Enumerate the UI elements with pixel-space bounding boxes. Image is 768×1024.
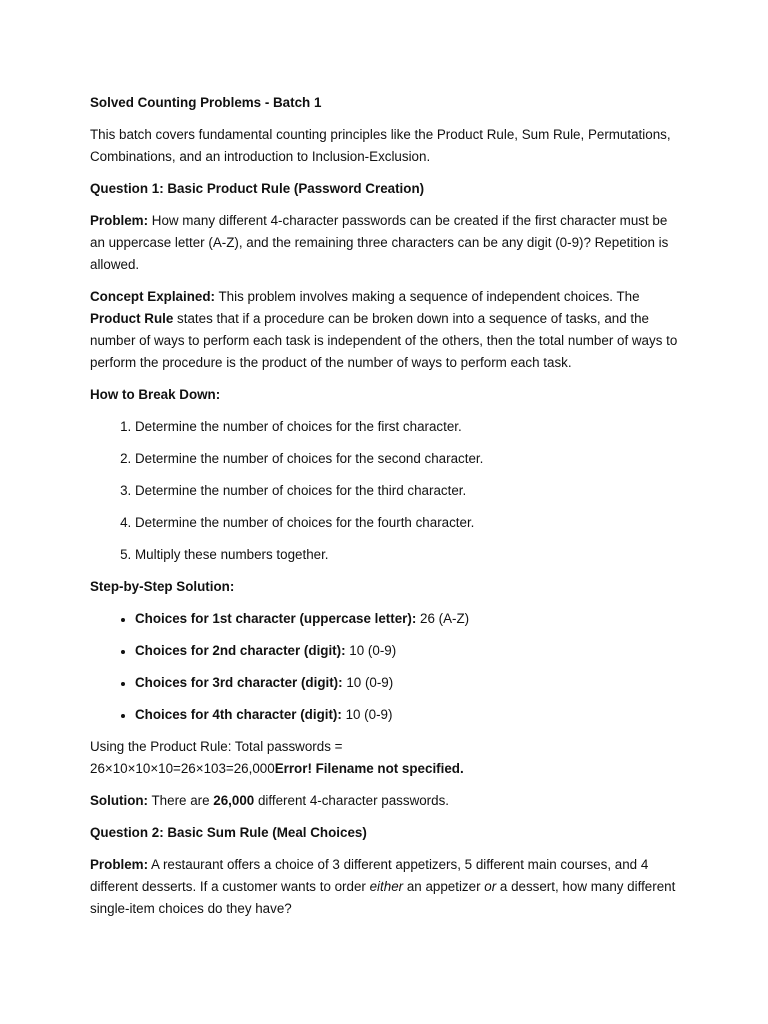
bullet-label: Choices for 1st character (uppercase letter): [135,611,417,626]
calculation-intro: Using the Product Rule: Total passwords = [90,739,343,754]
intro-paragraph: This batch covers fundamental counting principles like the Product Rule, Sum Rule, Permutations, Combinations, and an introduction to Inclusion-Exclusion. [90,127,671,164]
solution-text: different 4-character passwords. [254,793,450,808]
problem-text: an appetizer [403,879,485,894]
question-2-heading: Question 2: Basic Sum Rule (Meal Choices) [90,825,367,840]
document-title: Solved Counting Problems - Batch 1 [90,95,322,110]
error-message: Error! Filename not specified. [274,761,464,776]
calculation-expression: 26×10×10×10=26×103=26,000 [90,761,275,776]
problem-text: A restaurant offers a choice of 3 different appetizers, 5 different main courses, and 4 different desserts. If a customer wants to order [90,857,649,894]
question-1-concept [90,286,680,374]
problem-label: Problem: [90,857,149,872]
question-1-heading: Question 1: Basic Product Rule (Password Creation) [90,181,425,196]
list-item [135,672,680,694]
document-body [90,92,680,930]
bullet-value: 10 (0-9) [341,707,393,722]
bullet-label: Choices for 2nd character (digit): [135,643,346,658]
solution-bullets-list [90,608,680,726]
question-2-problem [90,854,680,920]
emphasis-either: either [369,879,404,894]
concept-rule-name: Product Rule [90,311,174,326]
bullet-label: Choices for 3rd character (digit): [135,675,343,690]
solution-steps-heading: Step-by-Step Solution: [90,579,235,594]
breakdown-heading: How to Break Down: [90,387,221,402]
problem-text: a dessert, how many different single-item choices do they have? [90,879,676,916]
question-1-problem [90,210,680,276]
emphasis-or: or [484,879,497,894]
list-item [135,704,680,726]
solution-text: There are [148,793,214,808]
product-rule-calculation [90,736,680,780]
list-item: 2. Determine the number of choices for the second character. [135,448,680,470]
list-item: 3. Determine the number of choices for the third character. [135,480,680,502]
concept-text: states that if a procedure can be broken down into a sequence of tasks, and the number of ways to perform each task is independent of the others, then the total number of ways to perform the procedure is the product of the number of ways to perform each task. [90,311,678,370]
problem-text: How many different 4-character passwords can be created if the first character must be an uppercase letter (A-Z), and the remaining three characters can be any digit (0-9)? Repetition is allowed. [90,213,669,272]
list-item: 5. Multiply these numbers together. [135,544,680,566]
bullet-value: 26 (A-Z) [416,611,470,626]
solution-value: 26,000 [213,793,255,808]
list-item [135,640,680,662]
concept-text: This problem involves making a sequence of independent choices. The [215,289,640,304]
breakdown-steps-list [90,416,680,566]
question-1-solution [90,790,680,812]
list-item: 1. Determine the number of choices for the first character. [135,416,680,438]
solution-label: Solution: [90,793,149,808]
bullet-value: 10 (0-9) [342,675,394,690]
list-item [135,608,680,630]
concept-label: Concept Explained: [90,289,215,304]
bullet-label: Choices for 4th character (digit): [135,707,342,722]
problem-label: Problem: [90,213,149,228]
list-item: 4. Determine the number of choices for the fourth character. [135,512,680,534]
bullet-value: 10 (0-9) [345,643,397,658]
